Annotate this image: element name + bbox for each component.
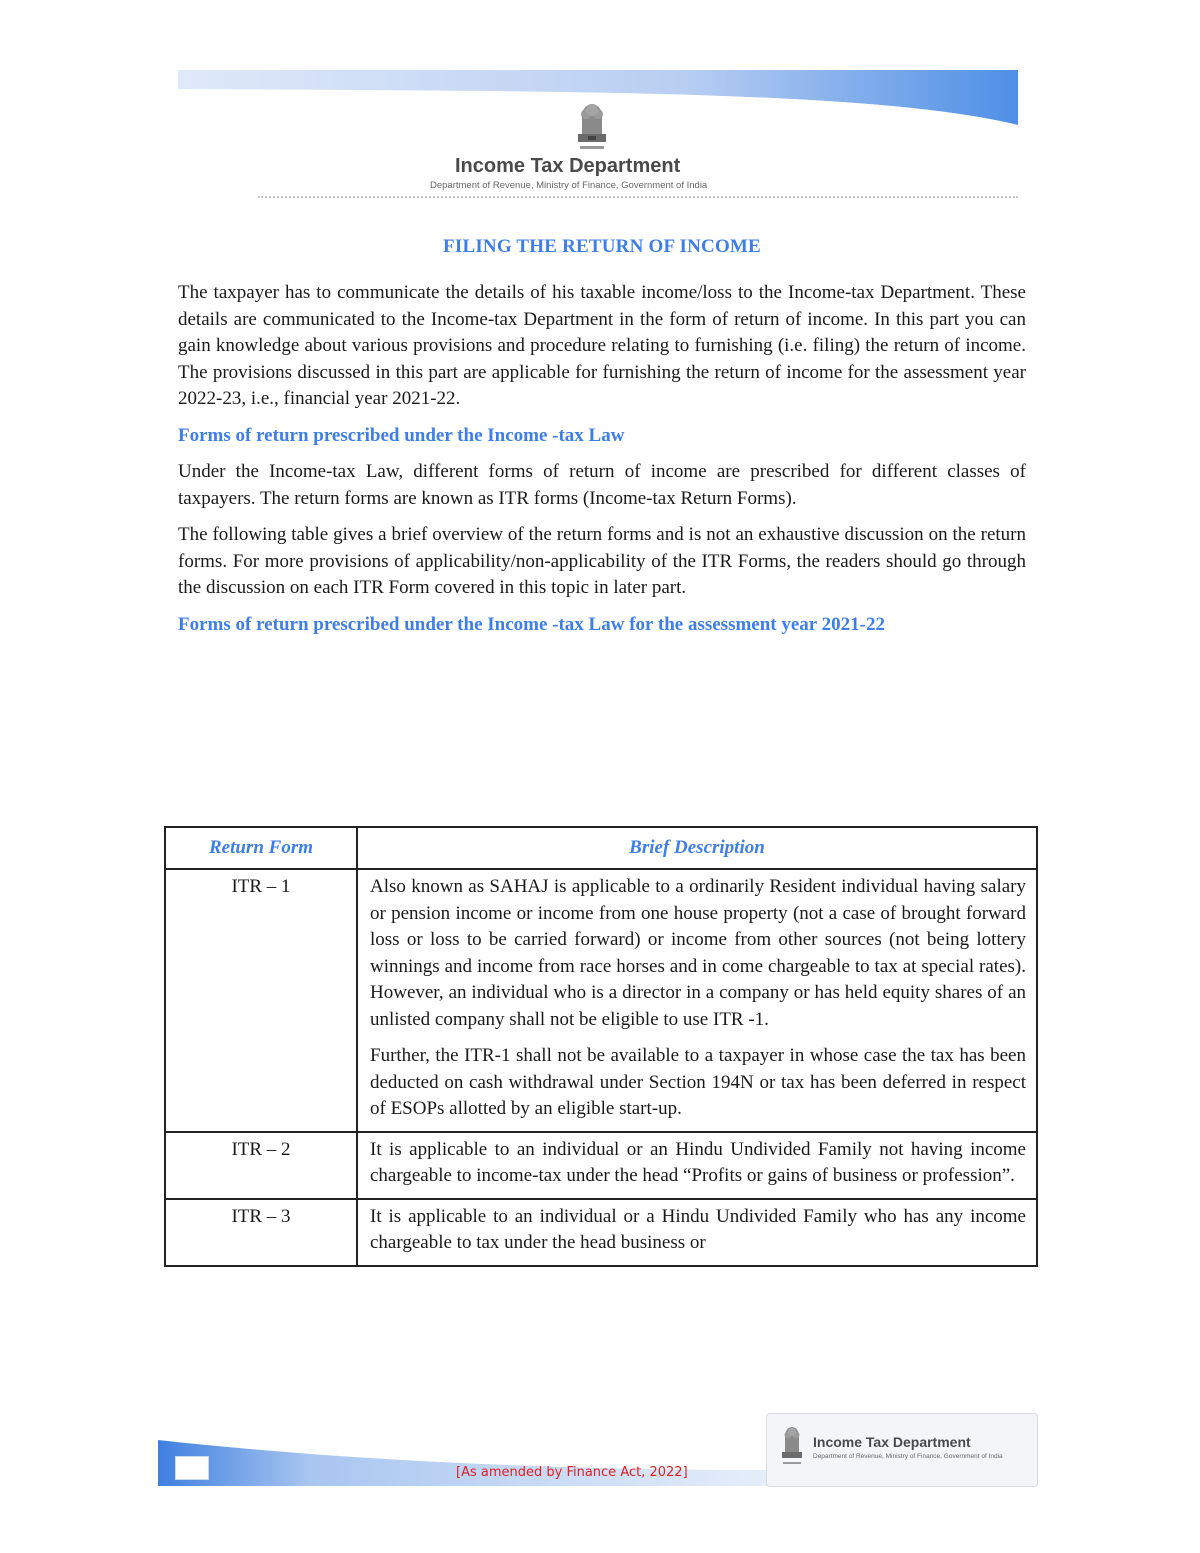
header-dept-subtitle: Department of Revenue, Ministry of Finance, Government of India [430,180,708,191]
table-header-row [165,827,1037,869]
column-header-return-form: Return Form [165,827,357,869]
header-dept-name: Income Tax Department [455,155,681,177]
forms-paragraph: Under the Income-tax Law, different forms of return of income are prescribed for different classes of taxpayers. The return forms are known as ITR forms (Income-tax Return Forms). [178,461,1026,509]
footer-logo-card [766,1413,1038,1487]
amendment-note: [As amended by Finance Act, 2022] [456,1465,688,1480]
description-text: Also known as SAHAJ is applicable to a ordinarily Resident individual having salary or pension income or income from one house property (not a case of brought forward loss or loss to be carried forward) or income from other sources (not being lottery winnings and income from race horses and in come chargeable to tax at special rates). However, an individual who is a director in a company or has held equity shares of an unlisted company shall not be eligible to use ITR -1. [370,876,1026,1030]
description-text: It is applicable to an individual or a Hindu Undivided Family who has any income chargeable to tax under the head business or [370,1205,1026,1253]
form-cell: ITR – 2 [165,1132,357,1199]
document-body [178,236,1026,648]
header-divider [258,196,1018,198]
column-header-brief-description: Brief Description [357,827,1037,869]
national-emblem-icon [572,100,612,152]
table-row [165,1132,1037,1199]
page-number-box [175,1456,209,1480]
table-row [165,869,1037,1132]
form-cell: ITR – 1 [165,869,357,1132]
description-text: It is applicable to an individual or an Hindu Undivided Family not having income chargeable to income-tax under the head “Profits or gains of business or profession”. [370,1138,1026,1186]
description-cell [357,869,1037,1132]
table-heading: Forms of return prescribed under the Income -tax Law for the assessment year 2021-22 [178,613,885,635]
page-title: FILING THE RETURN OF INCOME [443,236,761,257]
forms-heading: Forms of return prescribed under the Income -tax Law [178,424,625,446]
description-text: Further, the ITR-1 shall not be available to a taxpayer in whose case the tax has been deducted on cash withdrawal under Section 194N or tax has been deferred in respect of ESOPs allotted by an eligible start-up. [370,1045,1026,1119]
form-cell: ITR – 3 [165,1199,357,1266]
footer-dept-name: Income Tax Department [813,1434,971,1450]
description-cell [357,1199,1037,1266]
table-row [165,1199,1037,1266]
national-emblem-icon [779,1424,805,1468]
intro-paragraph: The taxpayer has to communicate the details of his taxable income/loss to the Income-tax Department. These details are communicated to the Income-tax Department in the form of return of income. In this part you can gain knowledge about various provisions and procedure relating to furnishing (i.e. filing) the return of income. The provisions discussed in this part are applicable for furnishing the return of income for the assessment year 2022-23, i.e., financial year 2021-22. [178,282,1026,409]
description-cell [357,1132,1037,1199]
return-forms-table [164,826,1038,1267]
overview-paragraph: The following table gives a brief overview of the return forms and is not an exhaustive discussion on the return forms. For more provisions of applicability/non-applicability of the ITR Forms, the readers should go through the discussion on each ITR Form covered in this topic in later part. [178,524,1026,598]
footer-dept-subtitle: Department of Revenue, Ministry of Finance, Government of India [813,1453,1003,1460]
